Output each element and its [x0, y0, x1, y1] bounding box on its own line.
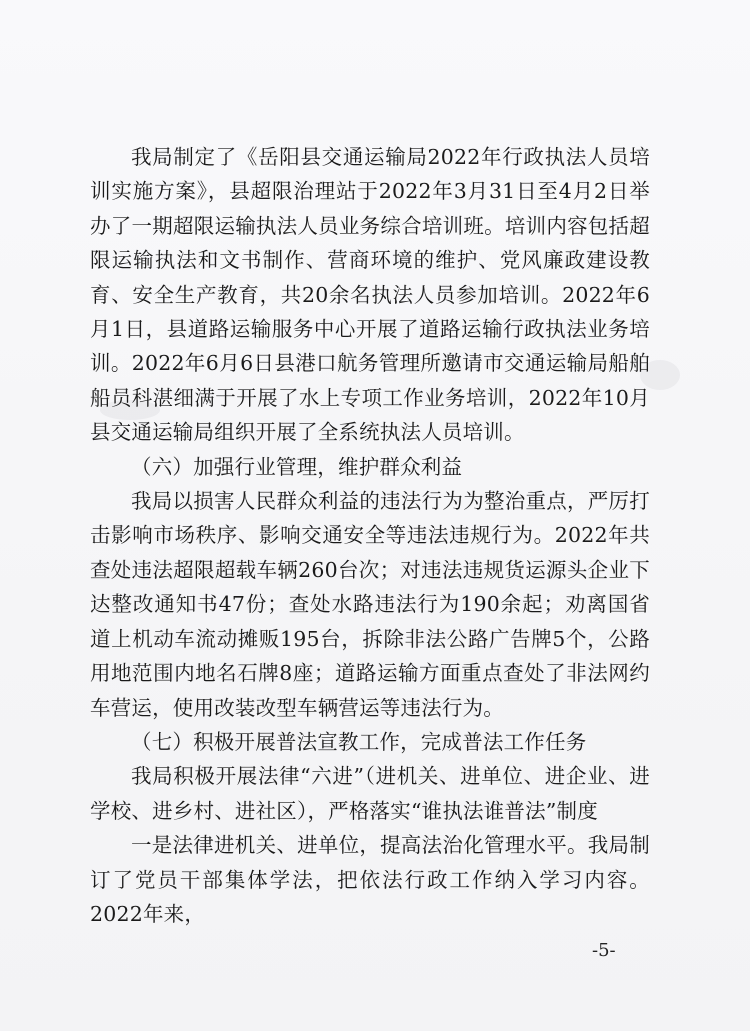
section-heading-6: （六）加强行业管理，维护群众利益 [131, 454, 463, 479]
paragraph-law-into-agencies: 一是法律进机关、进单位，提高法治化管理水平。我局制订了党员干部集体学法，把依法行政工作纳入学习内容。2022年来， [90, 833, 650, 926]
paragraph-law-promotion: 我局积极开展法律“六进”（进机关、进单位、进企业、进学校、进乡村、进社区），严格落实“谁执法谁普法”制度 [90, 764, 650, 823]
paragraph-training: 我局制定了《岳阳县交通运输局2022年行政执法人员培训实施方案》，县超限治理站于2022年3月31日至4月2日举办了一期超限运输执法人员业务综合培训班。培训内容包括超限运输执法和文书制作、营商环境的维护、党风廉政建设教育、安全生产教育，共20余名执法人员参加培训。2022年6月1日，县道路运输服务中心开展了道路运输行政执法业务培训。2022年6月6日县港口航务管理所邀请市交通运输局船舶船员科湛细满于开展了水上专项工作业务培训，2022年10月县交通运输局组织开展了全系统执法人员培训。 [90, 145, 650, 445]
page-number: -5- [592, 940, 616, 961]
document-body [90, 140, 650, 931]
section-heading-7: （七）积极开展普法宣教工作，完成普法工作任务 [131, 729, 587, 754]
paragraph-industry-management: 我局以损害人民群众利益的违法行为为整治重点，严厉打击影响市场秩序、影响交通安全等违法违规行为。2022年共查处违法超限超载车辆260台次；对违法违规货运源头企业下达整改通知书47份；查处水路违法行为190余起；劝离国省道上机动车流动摊贩195台，拆除非法公路广告牌5个，公路用地范围内地名石牌8座；道路运输方面重点查处了非法网约车营运，使用改装改型车辆营运等违法行为。 [90, 489, 650, 720]
